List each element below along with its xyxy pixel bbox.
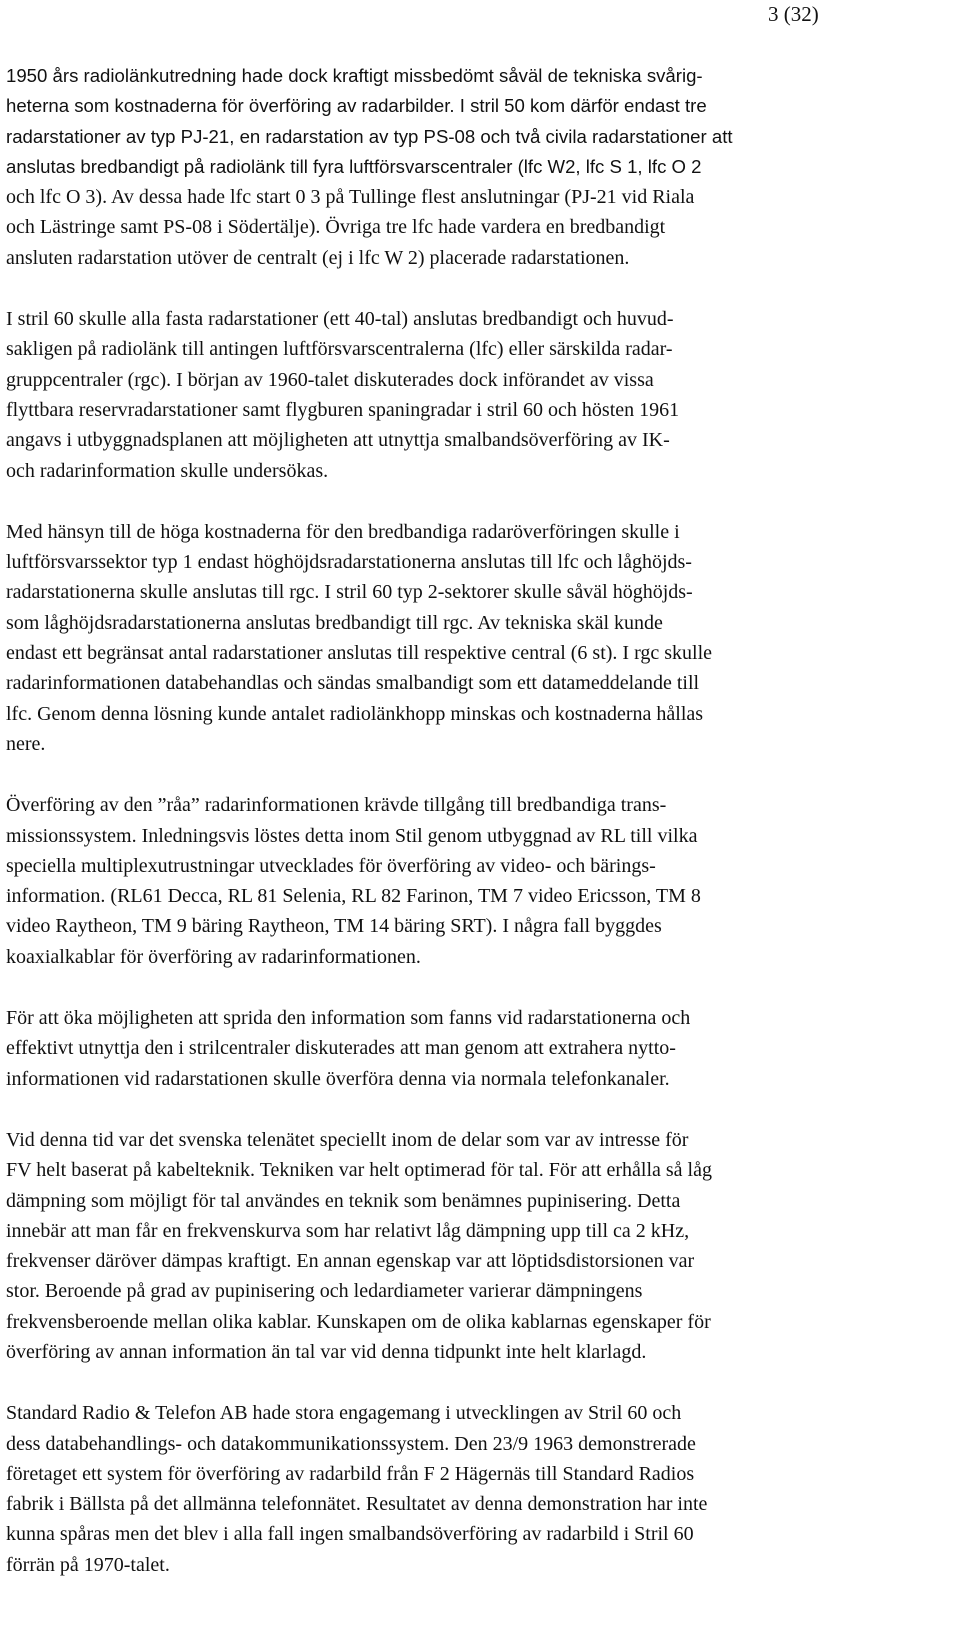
text-line: dämpning som möjligt för tal användes en teknik som benämnes pupinisering. Detta [6,1189,681,1212]
text-line: angavs i utbyggnadsplanen att möjligheten att utnyttja smalbandsöverföring av IK- [6,429,670,452]
text-line: fabrik i Bällsta på det allmänna telefonnätet. Resultatet av denna demonstration har inte [6,1493,708,1516]
text-line: nere. [6,732,46,755]
paragraph-stril-60 [6,304,932,486]
text-line: missionssystem. Inledningsvis löstes detta inom Stil genom utbyggnad av RL till vilka [6,824,698,847]
text-line: och Lästringe samt PS-08 i Södertälje). Övriga tre lfc hade vardera en bredbandigt [6,216,666,239]
text-line: flyttbara reservradarstationer samt flygburen spaningradar i stril 60 och hösten 1961 [6,398,680,421]
text-line: Överföring av den ”råa” radarinformationen krävde tillgång till bredbandiga trans- [6,794,667,817]
paragraph-raw-radar [6,790,932,972]
text-line: sakligen på radiolänk till antingen luftförsvarscentralerna (lfc) eller särskilda radar- [6,338,673,361]
text-line: och lfc O 3). Av dessa hade lfc start 0 3 på Tullinge flest anslutningar (PJ-21 vid Riala [6,186,695,209]
paragraph-costs [6,517,932,759]
text-line: dess databehandlings- och datakommunikationssystem. Den 23/9 1963 demonstrerade [6,1432,696,1455]
text-line: och radarinformation skulle undersökas. [6,459,329,482]
text-line: information. (RL61 Decca, RL 81 Selenia, RL 82 Farinon, TM 7 video Ericsson, TM 8 [6,885,701,908]
document-body [6,61,932,1611]
text-line: I stril 60 skulle alla fasta radarstationer (ett 40-tal) anslutas bredbandigt och huvud- [6,308,674,331]
text-line: Vid denna tid var det svenska telenätet speciellt inom de delar som var av intresse för [6,1128,689,1151]
paragraph-stril-50 [6,61,932,273]
text-line: anslutas bredbandigt på radiolänk till fyra luftförsvarscentraler (lfc W2, lfc S 1, lfc O 2 [6,155,702,177]
text-line: speciella multiplexutrustningar utvecklades för överföring av video- och bärings- [6,854,656,877]
text-line: Standard Radio & Telefon AB hade stora engagemang i utvecklingen av Stril 60 och [6,1402,682,1425]
text-line: företaget ett system för överföring av radarbild från F 2 Hägernäs till Standard Radios [6,1462,695,1485]
text-line: informationen vid radarstationen skulle överföra denna via normala telefonkanaler. [6,1067,670,1090]
text-line: gruppcentraler (rgc). I början av 1960-talet diskuterades dock införandet av vissa [6,368,654,391]
text-line: frekvensberoende mellan olika kablar. Kunskapen om de olika kablarnas egenskaper för [6,1310,711,1333]
text-line: stor. Beroende på grad av pupinisering och ledardiameter varierar dämpningens [6,1280,643,1303]
text-line: frekvenser däröver dämpas kraftigt. En annan egenskap var att löptidsdistorsionen var [6,1250,695,1273]
text-line: koaxialkablar för överföring av radarinformationen. [6,945,421,968]
text-line: endast ett begränsat antal radarstationer anslutas till respektive central (6 st). I rgc skulle [6,642,713,665]
text-line: video Raytheon, TM 9 bäring Raytheon, TM 14 bäring SRT). I några fall byggdes [6,915,662,938]
text-line: överföring av annan information än tal var vid denna tidpunkt inte helt klarlagd. [6,1340,647,1363]
text-line: ansluten radarstation utöver de centralt (ej i lfc W 2) placerade radarstationen. [6,246,630,269]
text-line: innebär att man får en frekvenskurva som har relativt låg dämpning upp till ca 2 kHz, [6,1219,690,1242]
text-line: luftförsvarssektor typ 1 endast höghöjdsradarstationerna anslutas till lfc och låghöjds- [6,551,692,574]
paragraph-standard-radio [6,1398,932,1580]
text-line: radarstationer av typ PJ-21, en radarstation av typ PS-08 och två civila radarstationer att [6,125,733,147]
text-line: effektivt utnyttja den i strilcentraler diskuterades att man genom att extrahera nytto- [6,1037,676,1060]
paragraph-telenet [6,1125,932,1367]
text-line: radarstationerna skulle anslutas till rgc. I stril 60 typ 2-sektorer skulle såväl höghöjds- [6,581,693,604]
text-line: Med hänsyn till de höga kostnaderna för den bredbandiga radaröverföringen skulle i [6,520,680,543]
text-line: heterna som kostnaderna för överföring av radarbilder. I stril 50 kom därför endast tre [6,95,707,117]
text-line: För att öka möjligheten att sprida den information som fanns vid radarstationerna och [6,1007,691,1030]
text-line: FV helt baserat på kabelteknik. Tekniken var helt optimerad för tal. För att erhålla så låg [6,1159,712,1182]
text-line: förrän på 1970-talet. [6,1553,170,1576]
page-number: 3 (32) [768,2,819,26]
paragraph-telephone-channels [6,1003,932,1094]
text-line: som låghöjdsradarstationerna anslutas bredbandigt till rgc. Av tekniska skäl kunde [6,611,663,634]
text-line: 1950 års radiolänkutredning hade dock kraftigt missbedömt såväl de tekniska svårig- [6,65,703,86]
text-line: radarinformationen databehandlas och sändas smalbandigt som ett datameddelande till [6,672,700,695]
text-line: kunna spåras men det blev i alla fall ingen smalbandsöverföring av radarbild i Stril 60 [6,1523,694,1546]
text-line: lfc. Genom denna lösning kunde antalet radiolänkhopp minskas och kostnaderna hållas [6,702,704,725]
